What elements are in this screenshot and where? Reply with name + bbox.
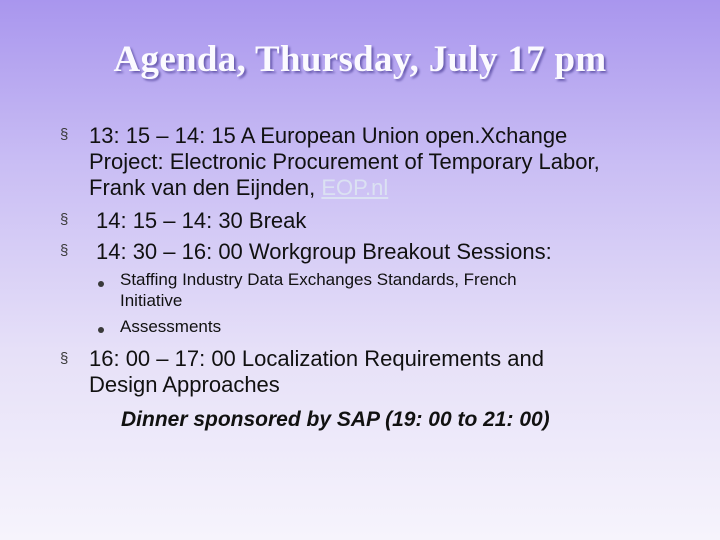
bullet-icon: § [60,126,69,143]
agenda-item-1-line-2: Project: Electronic Procurement of Temporary Labor, [89,149,600,174]
sub-bullet-icon [98,281,104,287]
agenda-item-1-line-1: 13: 15 – 14: 15 A European Union open.Xchange [89,123,568,148]
agenda-item-3: 14: 30 – 16: 00 Workgroup Breakout Sessions: [96,239,552,264]
eop-link[interactable]: EOP.nl [321,175,389,200]
sub-item-1-line-2: Initiative [120,291,183,310]
agenda-item-4-line-1: 16: 00 – 17: 00 Localization Requirements and [89,346,544,371]
sub-item-2: Assessments [120,317,222,336]
dinner-note: Dinner sponsored by SAP (19: 00 to 21: 00) [121,408,550,431]
agenda-item-1-line-3-text: Frank van den Eijnden, [89,175,322,200]
agenda-item-1-line-3 [89,175,388,201]
agenda-item-2: 14: 15 – 14: 30 Break [96,208,307,233]
bullet-icon: § [60,211,69,228]
bullet-icon: § [60,242,69,259]
sub-item-1-line-1: Staffing Industry Data Exchanges Standards, French [120,270,517,289]
sub-bullet-icon [98,327,104,333]
slide-title: Agenda, Thursday, July 17 pm [113,39,607,80]
agenda-item-4-line-2: Design Approaches [89,372,280,397]
bullet-icon: § [60,350,69,367]
